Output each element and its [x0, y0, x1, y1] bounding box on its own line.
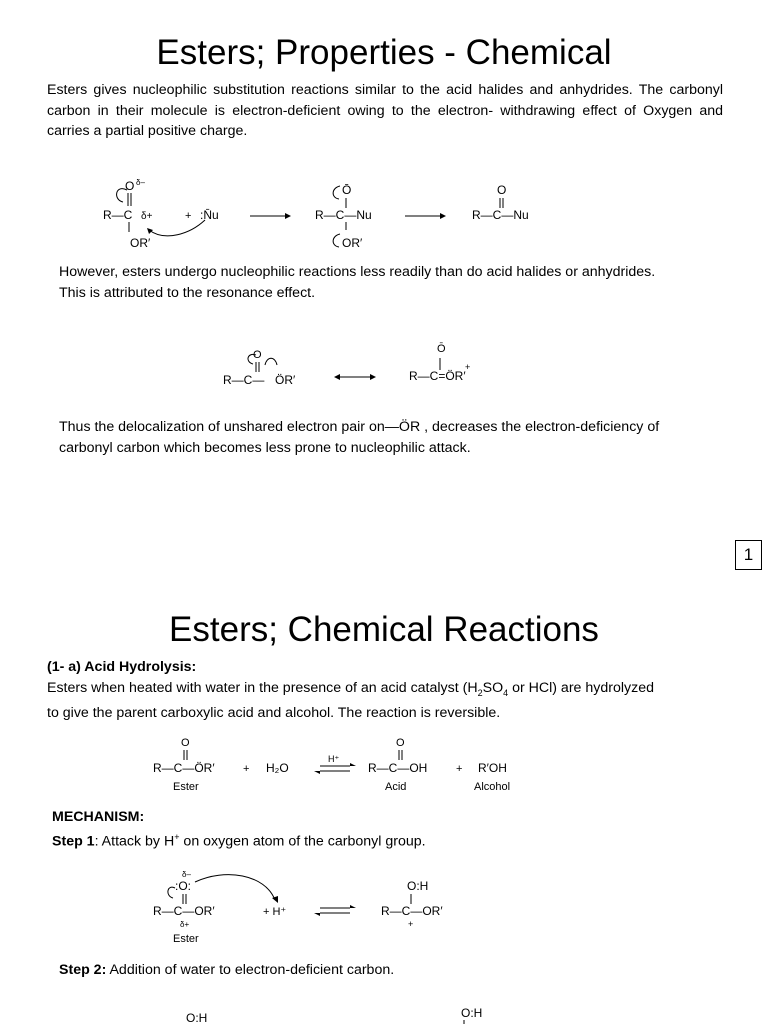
svg-text:R—C—Nu: R—C—Nu — [315, 208, 372, 222]
svg-text:R—C=ÖR′: R—C=ÖR′ — [409, 369, 466, 383]
svg-text:+: + — [465, 362, 471, 372]
step1-text: Step 1: Attack by H+ on oxygen atom of the carbonyl group. — [52, 832, 426, 850]
svg-text:H⁺: H⁺ — [328, 754, 340, 764]
svg-text:+: + — [185, 210, 192, 222]
equilibrium-arrow-icon — [350, 763, 356, 766]
svg-text:OR′: OR′ — [342, 236, 363, 250]
atom-o: O — [125, 179, 135, 193]
nucleophilic-attack-scheme — [95, 172, 565, 256]
svg-text:R′OH: R′OH — [478, 761, 507, 775]
page-number-badge: 1 — [735, 540, 762, 570]
resonance-scheme — [215, 340, 505, 394]
svg-text:O: O — [497, 183, 507, 197]
svg-text:δ+: δ+ — [180, 920, 190, 929]
svg-text:R—C—OH: R—C—OH — [368, 761, 428, 775]
svg-text:δ–: δ– — [182, 870, 191, 879]
slide1-title: Esters; Properties - Chemical — [156, 33, 612, 72]
mechanism-heading: MECHANISM: — [52, 809, 145, 825]
slide2-title: Esters; Chemical Reactions — [169, 610, 599, 649]
hydrolysis-equation — [145, 732, 535, 796]
svg-text:R—C—ÖR′: R—C—ÖR′ — [153, 761, 215, 775]
svg-text:R—C—Nu: R—C—Nu — [472, 208, 529, 222]
svg-text:Acid: Acid — [385, 781, 407, 793]
acid-hydrolysis-heading: (1- a) Acid Hydrolysis: — [47, 659, 197, 675]
equilibrium-arrow-icon — [350, 905, 356, 908]
svg-text:Ō: Ō — [437, 343, 446, 355]
svg-text:Ō: Ō — [342, 183, 352, 197]
svg-text:Ester: Ester — [173, 933, 199, 945]
right-arrow-icon — [440, 213, 446, 219]
svg-text:+: + — [408, 919, 414, 929]
svg-text:R—C—: R—C— — [223, 373, 265, 387]
resonance-arrow-icon — [334, 374, 340, 380]
svg-text:OR′: OR′ — [130, 236, 151, 250]
svg-text:H₂O: H₂O — [266, 761, 289, 775]
svg-text:R—C—OR′: R—C—OR′ — [153, 904, 215, 918]
slide1-paragraph-2: However, esters undergo nucleophilic reactions less readily than do acid halides or anhydrides. This is attributed to the resonance effect. — [59, 264, 656, 301]
svg-text:R—C: R—C — [103, 208, 133, 222]
curved-arrow-icon — [149, 220, 205, 236]
slide1-paragraph-1: Esters gives nucleophilic substitution reactions similar to the acid halides and anhydrides. The carbonyl carbon in their molecule is electron-deficient owing to the electron- withdrawing effect of Oxygen and carries a partial positive charge. — [47, 82, 723, 139]
svg-text:O: O — [181, 737, 190, 749]
svg-text:+: + — [456, 763, 463, 775]
svg-text::O:: :O: — [175, 879, 192, 893]
svg-text:+ H⁺: + H⁺ — [263, 906, 287, 918]
delta-minus-label: δ– — [136, 178, 145, 187]
step1-scheme — [145, 868, 475, 950]
svg-text:O:H: O:H — [461, 1006, 483, 1020]
svg-text:ÖR′: ÖR′ — [275, 373, 296, 387]
svg-text:O: O — [253, 349, 262, 361]
step2-scheme — [180, 1002, 500, 1024]
step2-text: Step 2: Addition of water to electron-deficient carbon. — [59, 962, 395, 978]
svg-text:+: + — [243, 763, 250, 775]
svg-text:Alcohol: Alcohol — [474, 781, 511, 793]
svg-text:δ+: δ+ — [141, 211, 153, 222]
svg-text:O:H: O:H — [186, 1011, 208, 1024]
curved-arrow-icon — [195, 875, 275, 900]
svg-text:R—C—OR′: R—C—OR′ — [381, 904, 443, 918]
slide1-paragraph-3: Thus the delocalization of unshared electron pair on—ÖR , decreases the electron-deficiency of carbonyl carbon which becomes less prone to nucleophilic attack. — [59, 419, 660, 456]
svg-text:O: O — [396, 737, 405, 749]
slide2-paragraph-1: Esters when heated with water in the presence of an acid catalyst ($H_2SO_4$ or HCl) are hydrolyzed to give the parent carboxylic acid and alcohol. The reaction is reversible. — [47, 680, 654, 722]
right-arrow-icon — [285, 213, 291, 219]
svg-text:O:H: O:H — [407, 879, 429, 893]
svg-text:Ester: Ester — [173, 781, 199, 793]
svg-text::N̄u: :N̄u — [200, 208, 219, 222]
